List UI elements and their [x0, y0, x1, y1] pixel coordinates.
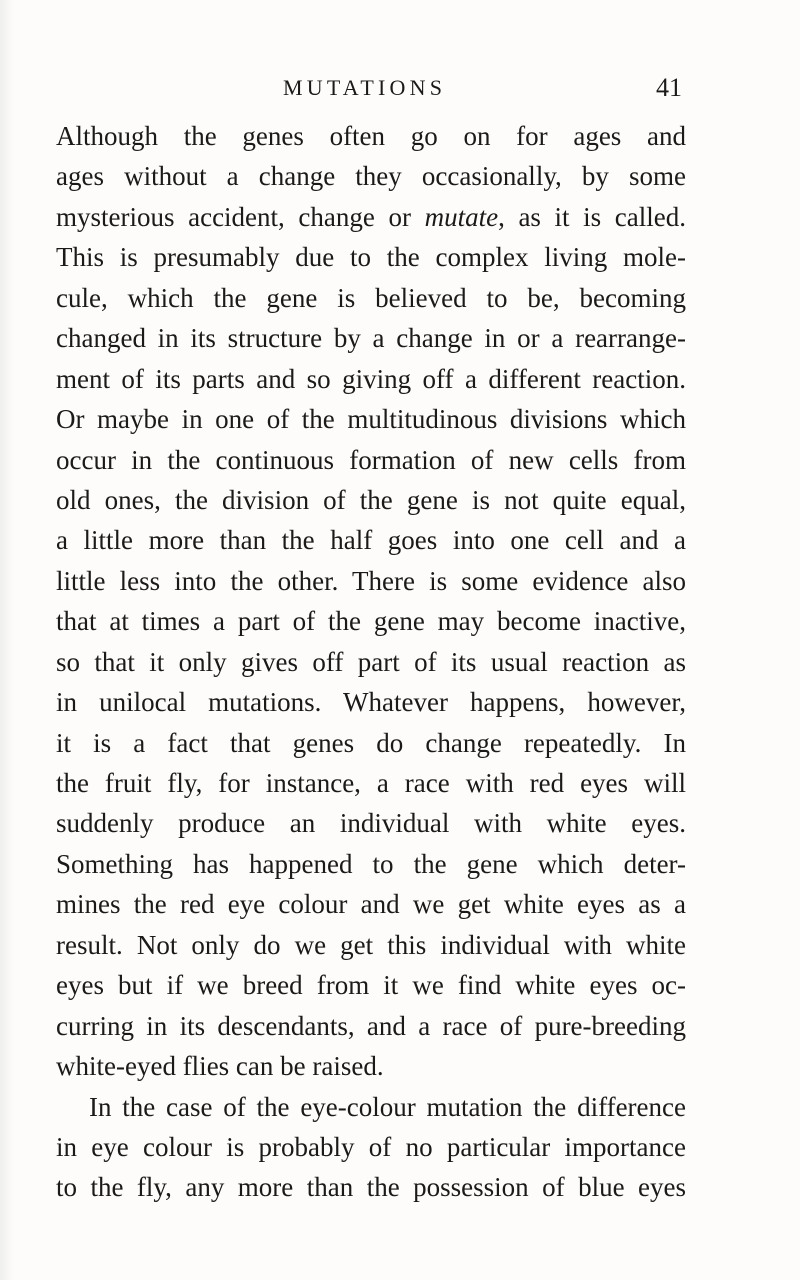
text-line: suddenly produce an individual with white eyes. [56, 808, 686, 839]
gutter-shadow [0, 0, 14, 1280]
text-line [56, 197, 686, 237]
text-line: white-eyed flies can be raised. [56, 1051, 384, 1082]
text-line: Something has happened to the gene which deter- [56, 848, 686, 879]
text-line: it is a fact that genes do change repeatedly. In [56, 727, 686, 758]
text-line: little less into the other. There is some evidence also [56, 565, 686, 596]
text-line: in eye colour is probably of no particular importance [56, 1131, 686, 1162]
text-line: that at times a part of the gene may become inactive, [56, 606, 686, 637]
text-line: eyes but if we breed from it we find white eyes oc- [56, 970, 686, 1001]
text-line: occur in the continuous formation of new cells from [56, 444, 686, 475]
text-line: a little more than the half goes into one cell and a [56, 525, 686, 556]
text-line: ment of its parts and so giving off a different reaction. [56, 363, 686, 394]
text-line: old ones, the division of the gene is not quite equal, [56, 484, 686, 515]
text-span: , as it is called. [498, 201, 686, 232]
text-span: mysterious accident, change or [56, 201, 425, 232]
text-line: the fruit fly, for instance, a race with red eyes will [56, 768, 686, 798]
body-text [56, 116, 686, 1208]
running-head: MUTATIONS [283, 75, 447, 100]
text-line: Or maybe in one of the multitudinous divisions which [56, 404, 686, 435]
text-line: cule, which the gene is believed to be, becoming [56, 282, 686, 313]
text-line: ages without a change they occasionally, by some [56, 161, 686, 192]
text-line: in unilocal mutations. Whatever happens, however, [56, 687, 686, 718]
page-number: 41 [656, 73, 682, 102]
text-line: result. Not only do we get this individual with white [56, 929, 686, 960]
text-line: so that it only gives off part of its usual reaction as [56, 646, 686, 677]
text-line: to the fly, any more than the possession of blue eyes [56, 1172, 686, 1203]
italic-term: mutate [424, 201, 499, 232]
text-line: curring in its descendants, and a race of pure-breeding [56, 1010, 686, 1041]
text-line: changed in its structure by a change in or a rearrange- [56, 323, 686, 354]
paragraph-start-line: In the case of the eye-colour mutation the difference [89, 1091, 686, 1122]
text-line: Although the genes often go on for ages and [56, 121, 686, 151]
page-header [0, 72, 800, 104]
text-line: This is presumably due to the complex living mole- [56, 242, 686, 273]
text-line: mines the red eye colour and we get white eyes as a [56, 889, 686, 920]
